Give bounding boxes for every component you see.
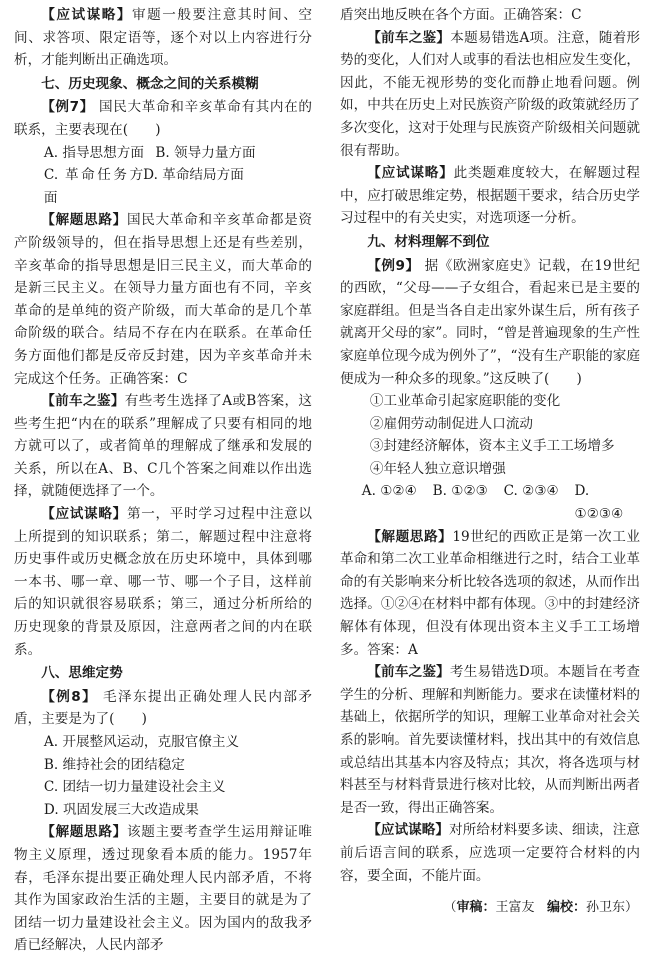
- reviewer-name: 王富友: [495, 900, 535, 916]
- strategy-paragraph: 【应试谋略】此类题难度较大，在解题过程中，应打破思维定势，根据题干要求，结合历史学习过程中的有关史实，对选项逐一分析。: [340, 165, 640, 227]
- lesson-paragraph: 【前车之鉴】本题易错选A项。注意，随着形势的变化，人们对人或事的看法也相应发生变化，因此，不能无视形势的变化而静止地看问题。例如，中共在历史上对民族资产阶级的政策就经历了多次变化，这对于处理与民族资产阶级相关问题就很有帮助。: [340, 29, 641, 159]
- tag-label: 【应试谋略】: [41, 7, 132, 23]
- statement-4: ④年轻人独立意识增强: [369, 460, 506, 477]
- section-heading-9: 九、材料理解不到位: [367, 233, 490, 250]
- option-c: C. 团结一切力量建设社会主义: [43, 779, 226, 796]
- option-a: A. 指导思想方面: [43, 144, 144, 161]
- right-column: [340, 4, 640, 920]
- solution-paragraph: 【解题思路】国民大革命和辛亥革命都是资产阶级领导的，但在指导思想上还是有些差别，辛亥革命的指导思想是旧三民主义，而大革命的是新三民主义。在领导力量方面也有不同，辛亥革命的是单纯的资产阶级，而大革命的是几个革命阶级的联合。结局不存在内在联系。在革命任务方面他们都是反帝反封建，因为辛亥革命并未完成这个任务。正确答案：C: [14, 212, 313, 387]
- continued-paragraph: 盾突出地反映在各个方面。正确答案：C: [340, 7, 582, 23]
- left-column: [14, 4, 312, 957]
- choice-d: D. ①②③④: [574, 483, 624, 523]
- option-b: B. 领导力量方面: [155, 144, 256, 161]
- strategy-paragraph: 【应试谋略】审题一般要注意其时间、空间、求答项、限定语等，逐个对以上内容进行分析，才能判断出正确选项。: [14, 7, 313, 69]
- solution-paragraph: 【解题思路】19世纪的西欧正是第一次工业革命和第二次工业革命相继进行之时，结合工业革命的有关影响来分析比较各选项的叙述，从而作出选择。①②④在材料中都有体现。③中的封建经济解体有体现，但没有体现出资本主义手工工场增多。答案：A: [340, 528, 640, 658]
- statement-1: ①工业革命引起家庭职能的变化: [369, 393, 561, 410]
- section-heading-7: 七、历史现象、概念之间的关系模糊: [41, 75, 259, 92]
- option-d: D. 巩固发展三大改造成果: [43, 801, 199, 818]
- lesson-paragraph: 【前车之鉴】有些考生选择了A或B答案，这些考生把“内在的联系”理解成了只要有相同的地方就可以了，或者简单的理解成了继承和发展的关系，所以在A、B、C几个答案之间难以作出选择，就随便选择了一个。: [14, 393, 312, 500]
- statement-3: ③封建经济解体，资本主义手工工场增多: [369, 438, 615, 455]
- example-7-options-row-1: [14, 142, 312, 165]
- example-7-options-row-2: [14, 164, 312, 209]
- editor-name: 孙卫东: [585, 900, 625, 916]
- lesson-paragraph: 【前车之鉴】考生易错选D项。本题旨在考查学生的分析、理解和判断能力。要求在读懂材料的基础上，依据所学的知识，理解工业革命对社会关系的影响。首先要读懂材料，找出其中的有效信息或总结出其基本内容及特点；其次，将各选项与材料甚至与材料背景进行核对比较，从而判断出两者是否一致，得出正确答案。: [340, 664, 641, 816]
- example-8-question: 【例8】 毛泽东提出正确处理人民内部矛盾，主要是为了( ): [14, 688, 312, 728]
- example-9-choices: [340, 480, 640, 525]
- choice-b: B. ①②③: [432, 483, 488, 500]
- choice-a: A. ①②④: [361, 483, 417, 500]
- option-d: D. 革命结局方面: [143, 167, 244, 184]
- choice-c: C. ②③④: [503, 483, 559, 500]
- option-a: A. 开展整风运动，克服官僚主义: [43, 734, 240, 750]
- editor-signature: （审稿：王富友 编校：孙卫东）: [443, 900, 638, 916]
- strategy-paragraph: 【应试谋略】对所给材料要多读、细读，注意前后语言间的联系，应选项一定要符合材料的内容，要全面，不能片面。: [340, 822, 640, 884]
- strategy-paragraph: 【应试谋略】第一，平时学习过程中注意以上所提到的知识联系；第二，解题过程中注意将历史事件或历史概念放在历史环境中，具体到哪一本书、哪一章、哪一节、哪一个子目，这样前后的知识就很容易联系；第三，通过分析所给的历史现象的背景及原因，注意两者之间的内在联系。: [14, 506, 313, 658]
- statement-2: ②雇佣劳动制促进人口流动: [369, 415, 534, 432]
- example-7-question: 【例7】 国民大革命和辛亥革命有其内在的联系，主要表现在( ): [14, 99, 313, 138]
- example-9-question: 【例9】 据《欧洲家庭史》记载，在19世纪的西欧，“父母——子女组合，看起来已是主要的家庭群组。但是当各自走出家外谋生后，所有孩子就离开父母的家”。同时，“曾是普遍现象的生产性家庭单位现今成为例外了”，“没有生产职能的家庭便成为一种众多的现象。”这反映了( ): [340, 257, 641, 387]
- solution-paragraph: 【解题思路】该题主要考查学生运用辩证唯物主义原理，透过现象看本质的能力。1957年春，毛泽东提出要正确处理人民内部矛盾，不将其作为国家政治生活的主题，主要目的就是为了团结一切力量建设社会主义。因为国内的敌我矛盾已经解决，人民内部矛: [14, 824, 313, 954]
- option-c: C. 革命任务方面: [43, 167, 144, 206]
- section-heading-8: 八、思维定势: [41, 665, 123, 682]
- option-b: B. 维持社会的团结稳定: [43, 756, 185, 773]
